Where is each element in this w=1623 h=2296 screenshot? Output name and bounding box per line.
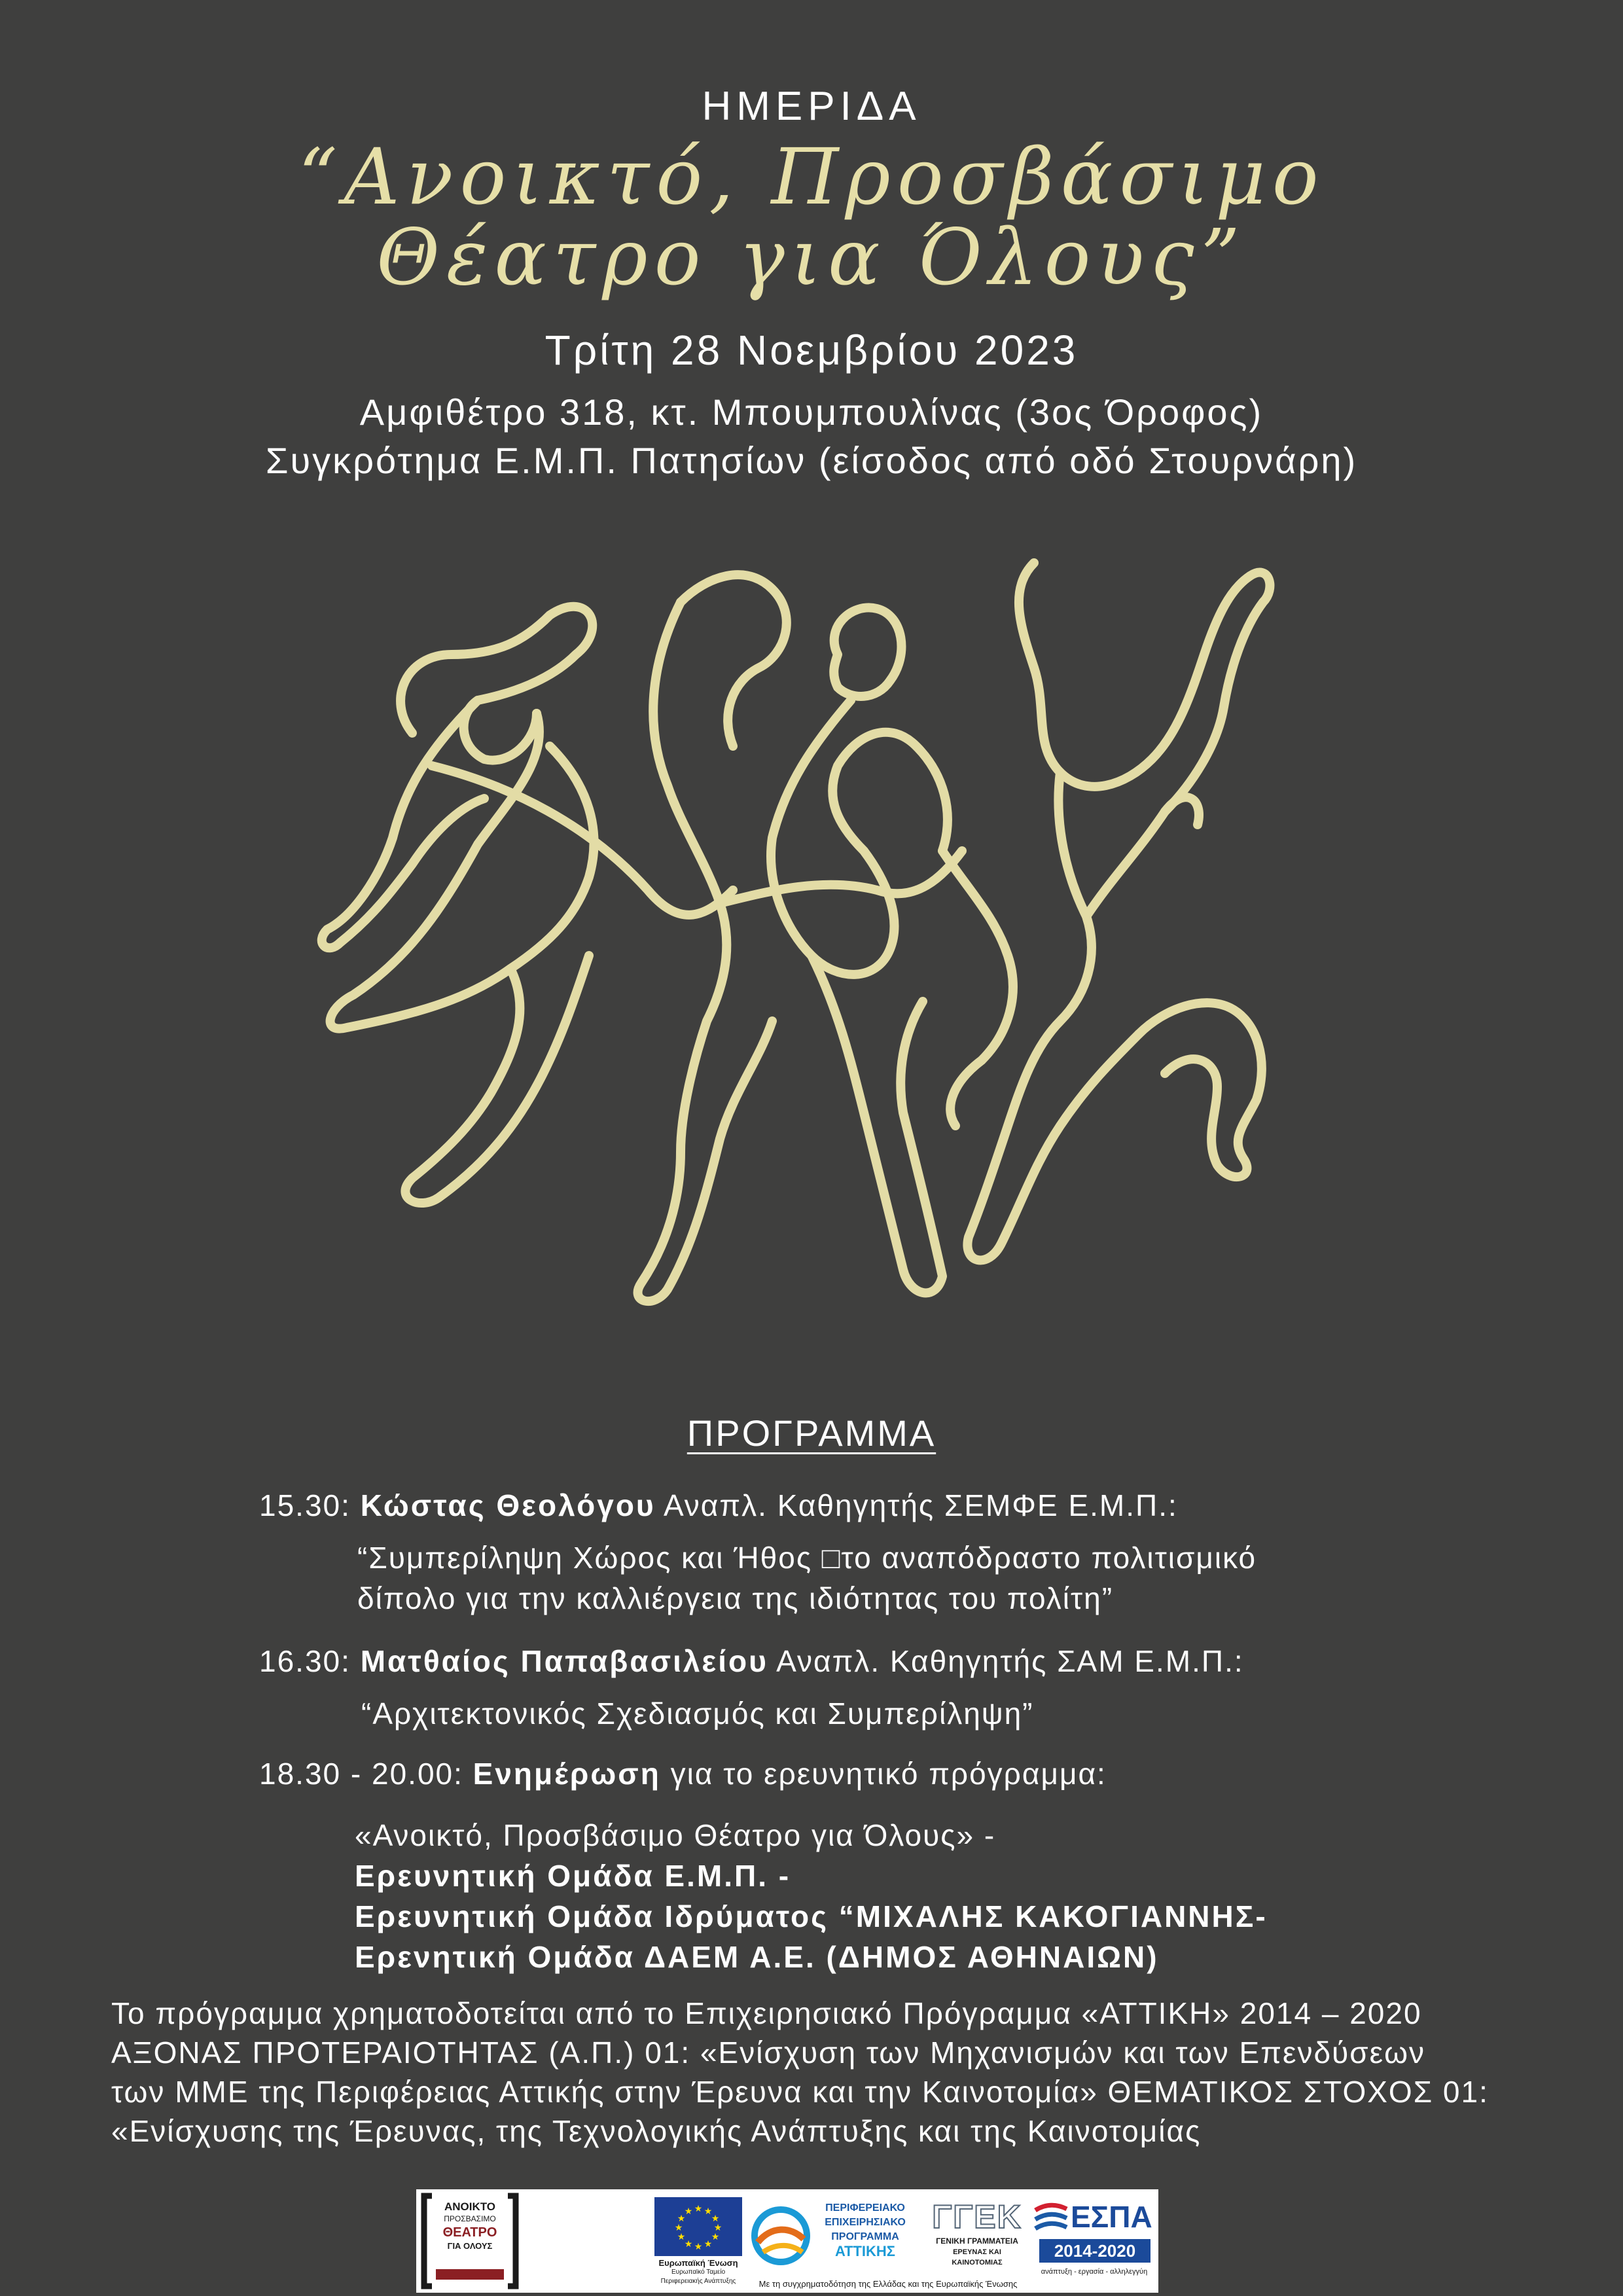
left-dancer-outline [401, 607, 592, 761]
svg-text:★: ★ [677, 2232, 686, 2242]
gsrt-logo [927, 2198, 1027, 2276]
program-item-3-role: για το ερευνητικό πρόγραμμα: [670, 1757, 1107, 1791]
svg-text:★: ★ [711, 2214, 720, 2224]
program-item-2-time: 16.30: [259, 1644, 351, 1678]
program-item-1-header [259, 1484, 1178, 1526]
program-item-2-speaker: Ματθαίος Παπαβασιλείου [360, 1644, 768, 1678]
svg-text:★: ★ [684, 2239, 693, 2250]
program-item-1-speaker: Κώστας Θεολόγου [360, 1488, 656, 1522]
espa-logo-years: 2014-2020 [1039, 2239, 1150, 2263]
center-dancer-body [638, 602, 772, 1301]
svg-text:★: ★ [704, 2239, 713, 2250]
program-item-3-header [259, 1753, 1107, 1795]
funding-line-4: «Ενίσχυσης της Έρευνας, της Τεχνολογικής Ανάπτυξης και της Καινοτομίας [111, 2114, 1202, 2148]
sponsor-logo-strip [416, 2189, 1158, 2293]
attica-rop-logo [749, 2197, 919, 2274]
svg-text:★: ★ [677, 2214, 686, 2224]
theatre-logo-line-3: ΘΕΑΤΡΟ [442, 2225, 497, 2240]
event-date: Τρίτη 28 Νοεμβρίου 2023 [544, 327, 1079, 374]
gsrt-logo-mark: ΓΓΕΚ [932, 2198, 1022, 2235]
center-dancer-sash [720, 851, 962, 903]
event-title-line-2: Θέατρο για Όλους” [376, 212, 1247, 302]
program-item-3-speaker: Ενημέρωση [473, 1757, 661, 1791]
attica-logo-line-1: ΠΕΡΙΦΕΡΕΙΑΚΟ [825, 2202, 905, 2214]
gsrt-logo-line-2: ΕΡΕΥΝΑΣ ΚΑΙ ΚΑΙΝΟΤΟΜΙΑΣ [952, 2248, 1003, 2267]
eu-logo-fund-1: Ευρωπαϊκό Ταμείο [671, 2269, 726, 2276]
center-dancer-legs [812, 956, 942, 1293]
funding-line-2: ΑΞΟΝΑΣ ΠΡΟΤΕΡΑΙΟΤΗΤΑΣ (Α.Π.) 01: «Ενίσχυση των Μηχανισμών και των Επενδύσεων [111, 2036, 1426, 2070]
espa-logo-mark: ΕΣΠΑ [1071, 2200, 1152, 2234]
theatre-project-logo [420, 2192, 520, 2290]
center-dancer-head [834, 607, 901, 696]
program-item-1-talk-line-2: δίπολο για την καλλιέργεια της ιδιότητας του πολίτη” [357, 1581, 1114, 1615]
svg-text:★: ★ [694, 2242, 703, 2252]
left-dancer-leg [405, 956, 589, 1203]
venue-line-2: Συγκρότημα Ε.Μ.Π. Πατησίων (είσοδος από οδό Στουρνάρη) [265, 440, 1358, 481]
dancers-line-illustration [314, 550, 1309, 1355]
cofinancing-caption: Με τη συγχρηματοδότηση της Ελλάδας και της Ευρωπαϊκής Ένωσης [758, 2279, 1018, 2289]
program-item-1-time: 15.30: [259, 1488, 351, 1522]
program-item-3-project: «Ανοικτό, Προσβάσιμο Θέατρο για Όλους» - [355, 1818, 996, 1852]
funding-line-3: των ΜΜΕ της Περιφέρειας Αττικής στην Έρευνα και την Καινοτομία» ΘΕΜΑΤΙΚΟΣ ΣΤΟΧΟΣ 01: [111, 2075, 1489, 2109]
right-dancer-body [967, 772, 1139, 1260]
attica-logo-line-2: ΕΠΙΧΕΙΡΗΣΙΑΚΟ [825, 2217, 906, 2228]
svg-text:★: ★ [713, 2223, 722, 2233]
program-item-2-talk-line-1: “Αρχιτεκτονικός Σχεδιασμός και Συμπερίληψη” [361, 1696, 1034, 1731]
gsrt-logo-line-1: ΓΕΝΙΚΗ ΓΡΑΜΜΑΤΕΙΑ [936, 2236, 1018, 2246]
eu-logo-name: Ευρωπαϊκή Ένωση [658, 2258, 738, 2268]
theatre-logo-line-1: ΑΝΟΙΚΤΟ [444, 2200, 496, 2213]
center-dancer-arm [681, 575, 787, 746]
program-item-2-role: Αναπλ. Καθηγητής ΣΑΜ Ε.Μ.Π.: [776, 1644, 1244, 1678]
program-item-1-talk-line-1: “Συμπερίληψη Χώρος και Ήθος □το αναπόδραστο πολιτισμικό [357, 1541, 1257, 1575]
program-item-3-team-2 [355, 1895, 1268, 1937]
center-dancer-second-figure [771, 700, 948, 975]
espa-logo [1034, 2198, 1154, 2289]
venue-line-1: Αμφιθέτρο 318, κτ. Μπουμπουλίνας (3ος Όροφος) [359, 391, 1264, 433]
event-type-label: ΗΜΕΡΙΔΑ [702, 84, 921, 129]
attica-logo-line-4: ΑΤΤΙΚΗΣ [834, 2243, 896, 2259]
eu-logo [649, 2197, 747, 2289]
eu-logo-fund-2: Περιφερειακής Ανάπτυξης [660, 2278, 736, 2285]
eu-flag-icon [654, 2197, 742, 2256]
svg-text:★: ★ [684, 2206, 693, 2217]
program-item-3-team-2-text: Ερευνητική Ομάδα Ιδρύματος “ΜΙΧΑΛΗΣ ΚΑΚΟΓΙΑΝΝΗΣ- [355, 1899, 1268, 1933]
svg-text:★: ★ [694, 2204, 703, 2214]
svg-text:★: ★ [711, 2232, 720, 2242]
right-dancer-inner-line [1086, 797, 1199, 916]
theatre-logo-line-4: ΓΙΑ ΟΛΟΥΣ [447, 2241, 493, 2251]
program-item-1-role: Αναπλ. Καθηγητής ΣΕΜΦΕ Ε.Μ.Π.: [663, 1488, 1178, 1522]
program-heading [0, 1407, 1623, 1460]
program-item-2-header [259, 1640, 1244, 1682]
center-dancer-arm-reach [942, 851, 1013, 1126]
program-heading-text: ΠΡΟΓΡΑΜΜΑ [687, 1412, 936, 1454]
espa-logo-slogan: ανάπτυξη - εργασία - αλληλεγγύη [1041, 2268, 1148, 2276]
attica-swirl-icon [751, 2206, 810, 2265]
svg-text:★: ★ [674, 2223, 683, 2233]
theatre-logo-line-2: ΠΡΟΣΒΑΣΙΜΟ [444, 2214, 496, 2223]
event-title-line-1: “Ανοικτό, Προσβάσιμο [298, 132, 1325, 222]
funding-line-1: Το πρόγραμμα χρηματοδοτείται από το Επιχειρησιακό Πρόγραμμα «ΑΤΤΙΚΗ» 2014 – 2020 [111, 1996, 1422, 2030]
program-item-3-team-3 [355, 1936, 1159, 1978]
right-dancer-leg [1139, 1003, 1262, 1177]
left-dancer-arm [322, 700, 484, 948]
program-item-3-time: 18.30 - 20.00: [259, 1757, 463, 1791]
attica-logo-line-3: ΠΡΟΓΡΑΜΜΑ [831, 2231, 899, 2242]
program-item-3-team-3-text: Ερενητική Ομάδα ΔΑΕΜ Α.Ε. (ΔΗΜΟΣ ΑΘΗΝΑΙΩΝ) [355, 1940, 1159, 1974]
program-item-3-team-1 [355, 1855, 791, 1897]
program-item-3-team-1-text: Ερευνητική Ομάδα Ε.Μ.Π. - [355, 1859, 791, 1893]
svg-text:★: ★ [704, 2206, 713, 2217]
left-dancer-body [330, 713, 594, 1029]
espa-stripes-icon [1034, 2202, 1068, 2235]
